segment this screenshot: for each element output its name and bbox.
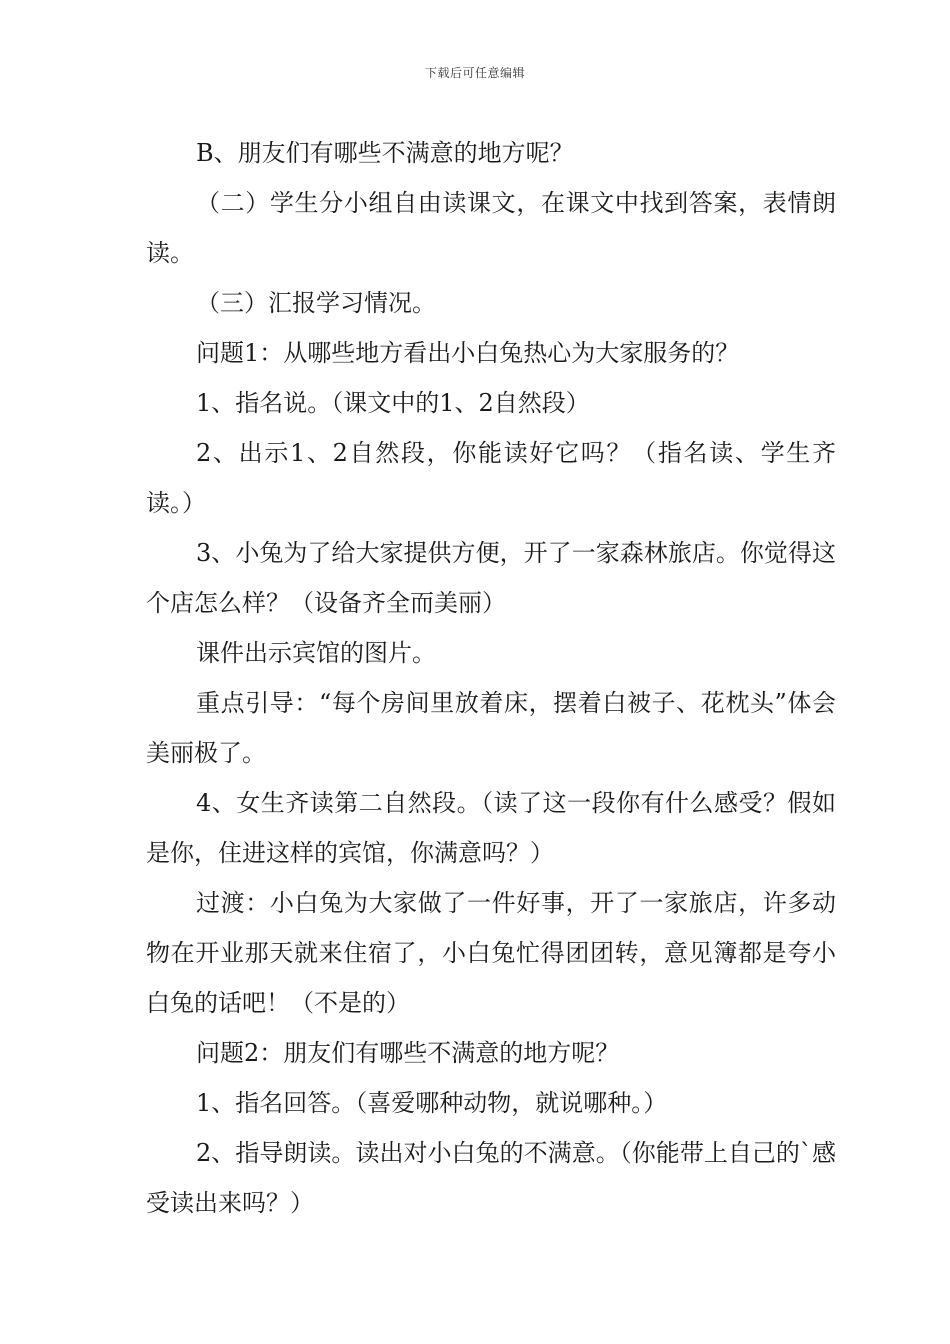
paragraph-item-1: 1、指名说。（课文中的1、2自然段） (196, 389, 590, 417)
paragraph-answer-2: 2、指导朗读。读出对小白兔的不满意。（你能带上自己的`感受读出来吗？） (146, 1139, 836, 1217)
paragraph-courseware: 课件出示宾馆的图片。 (196, 639, 436, 667)
paragraph-transition: 过渡：小白兔为大家做了一件好事，开了一家旅店，许多动物在开业那天就来住宿了，小白兔忙得团团转，意见簿都是夸小白兔的话吧！（不是的） (146, 889, 836, 1017)
paragraph-question-1: 问题1：从哪些地方看出小白兔热心为大家服务的？ (196, 339, 740, 367)
paragraph-question-2: 问题2：朋友们有哪些不满意的地方呢？ (196, 1039, 620, 1067)
paragraph-step-3: （三）汇报学习情况。 (196, 289, 436, 317)
paragraph-item-3: 3、小兔为了给大家提供方便，开了一家森林旅店。你觉得这个店怎么样？（设备齐全而美丽） (146, 539, 836, 617)
paragraph-item-4: 4、女生齐读第二自然段。（读了这一段你有什么感受？假如是你，住进这样的宾馆，你满意吗？） (146, 789, 836, 867)
document-body (146, 128, 836, 1228)
paragraph-key-guidance: 重点引导：“每个房间里放着床，摆着白被子、花枕头”体会美丽极了。 (146, 689, 836, 767)
page-header-note: 下载后可任意编辑 (424, 66, 525, 80)
paragraph-answer-1: 1、指名回答。（喜爱哪种动物，就说哪种。） (196, 1089, 668, 1117)
paragraph-step-2: （二）学生分小组自由读课文，在课文中找到答案，表情朗读。 (146, 189, 836, 267)
paragraph-item-2: 2、出示1、2自然段，你能读好它吗？（指名读、学生齐读。） (146, 439, 836, 517)
paragraph-question-b: B、朋友们有哪些不满意的地方呢？ (196, 139, 574, 167)
